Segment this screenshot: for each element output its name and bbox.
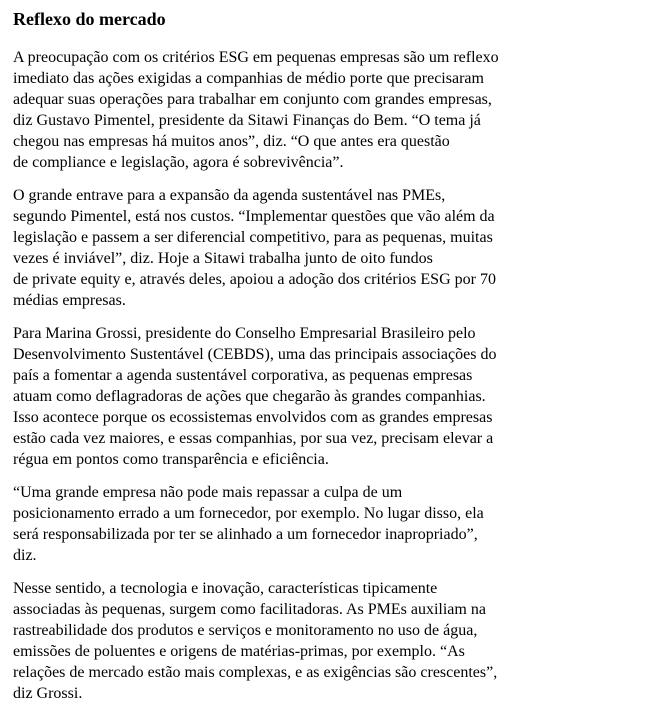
text-line: relações de mercado estão mais complexas, e as exigências são crescentes”,	[13, 664, 498, 681]
paragraph-3	[13, 323, 644, 470]
text-line: Para Marina Grossi, presidente do Conselho Empresarial Brasileiro pelo	[13, 325, 476, 342]
text-line: A preocupação com os critérios ESG em pequenas empresas são um reflexo	[13, 49, 499, 66]
text-line: país a fomentar a agenda sustentável corporativa, as pequenas empresas	[13, 367, 473, 384]
text-line: de private equity e, através deles, apoiou a adoção dos critérios ESG por 70	[13, 271, 496, 288]
text-line: emissões de poluentes e origens de matérias-primas, por exemplo. “As	[13, 643, 465, 660]
text-line: estão cada vez maiores, e essas companhias, por sua vez, precisam elevar a	[13, 430, 494, 447]
text-line: será responsabilizada por ter se alinhado a um fornecedor inapropriado”,	[13, 526, 478, 543]
text-line: chegou nas empresas há muitos anos”, diz. “O que antes era questão	[13, 133, 450, 150]
paragraph-2	[13, 185, 644, 311]
text-line: de compliance e legislação, agora é sobrevivência”.	[13, 154, 344, 171]
text-line: Isso acontece porque os ecossistemas envolvidos com as grandes empresas	[13, 409, 493, 426]
text-line: associadas às pequenas, surgem como facilitadoras. As PMEs auxiliam na	[13, 601, 486, 618]
text-line: Desenvolvimento Sustentável (CEBDS), uma das principais associações do	[13, 346, 497, 363]
text-line: segundo Pimentel, está nos custos. “Implementar questões que vão além da	[13, 208, 495, 225]
text-line: diz.	[13, 547, 37, 564]
paragraph-4	[13, 482, 644, 566]
text-line: rastreabilidade dos produtos e serviços e monitoramento no uso de água,	[13, 622, 478, 639]
text-line: atuam como deflagradoras de ações que chegarão às grandes companhias.	[13, 388, 486, 405]
text-line: O grande entrave para a expansão da agenda sustentável nas PMEs,	[13, 187, 446, 204]
text-line: Nesse sentido, a tecnologia e inovação, características tipicamente	[13, 580, 438, 597]
text-line: imediato das ações exigidas a companhias de médio porte que precisaram	[13, 70, 484, 87]
paragraph-5	[13, 578, 644, 704]
text-line: legislação e passem a ser diferencial competitivo, para as pequenas, muitas	[13, 229, 493, 246]
paragraph-1	[13, 47, 644, 173]
text-line: posicionamento errado a um fornecedor, por exemplo. No lugar disso, ela	[13, 505, 484, 522]
text-line: régua em pontos como transparência e eficiência.	[13, 451, 329, 468]
text-line: médias empresas.	[13, 292, 126, 309]
article-title: Reflexo do mercado	[13, 9, 166, 29]
text-line: vezes é inviável”, diz. Hoje a Sitawi trabalha junto de oito fundos	[13, 250, 433, 267]
text-line: “Uma grande empresa não pode mais repassar a culpa de um	[13, 484, 403, 501]
text-line: adequar suas operações para trabalhar em conjunto com grandes empresas,	[13, 91, 492, 108]
text-line: diz Gustavo Pimentel, presidente da Sitawi Finanças do Bem. “O tema já	[13, 112, 481, 129]
text-line: diz Grossi.	[13, 685, 83, 702]
